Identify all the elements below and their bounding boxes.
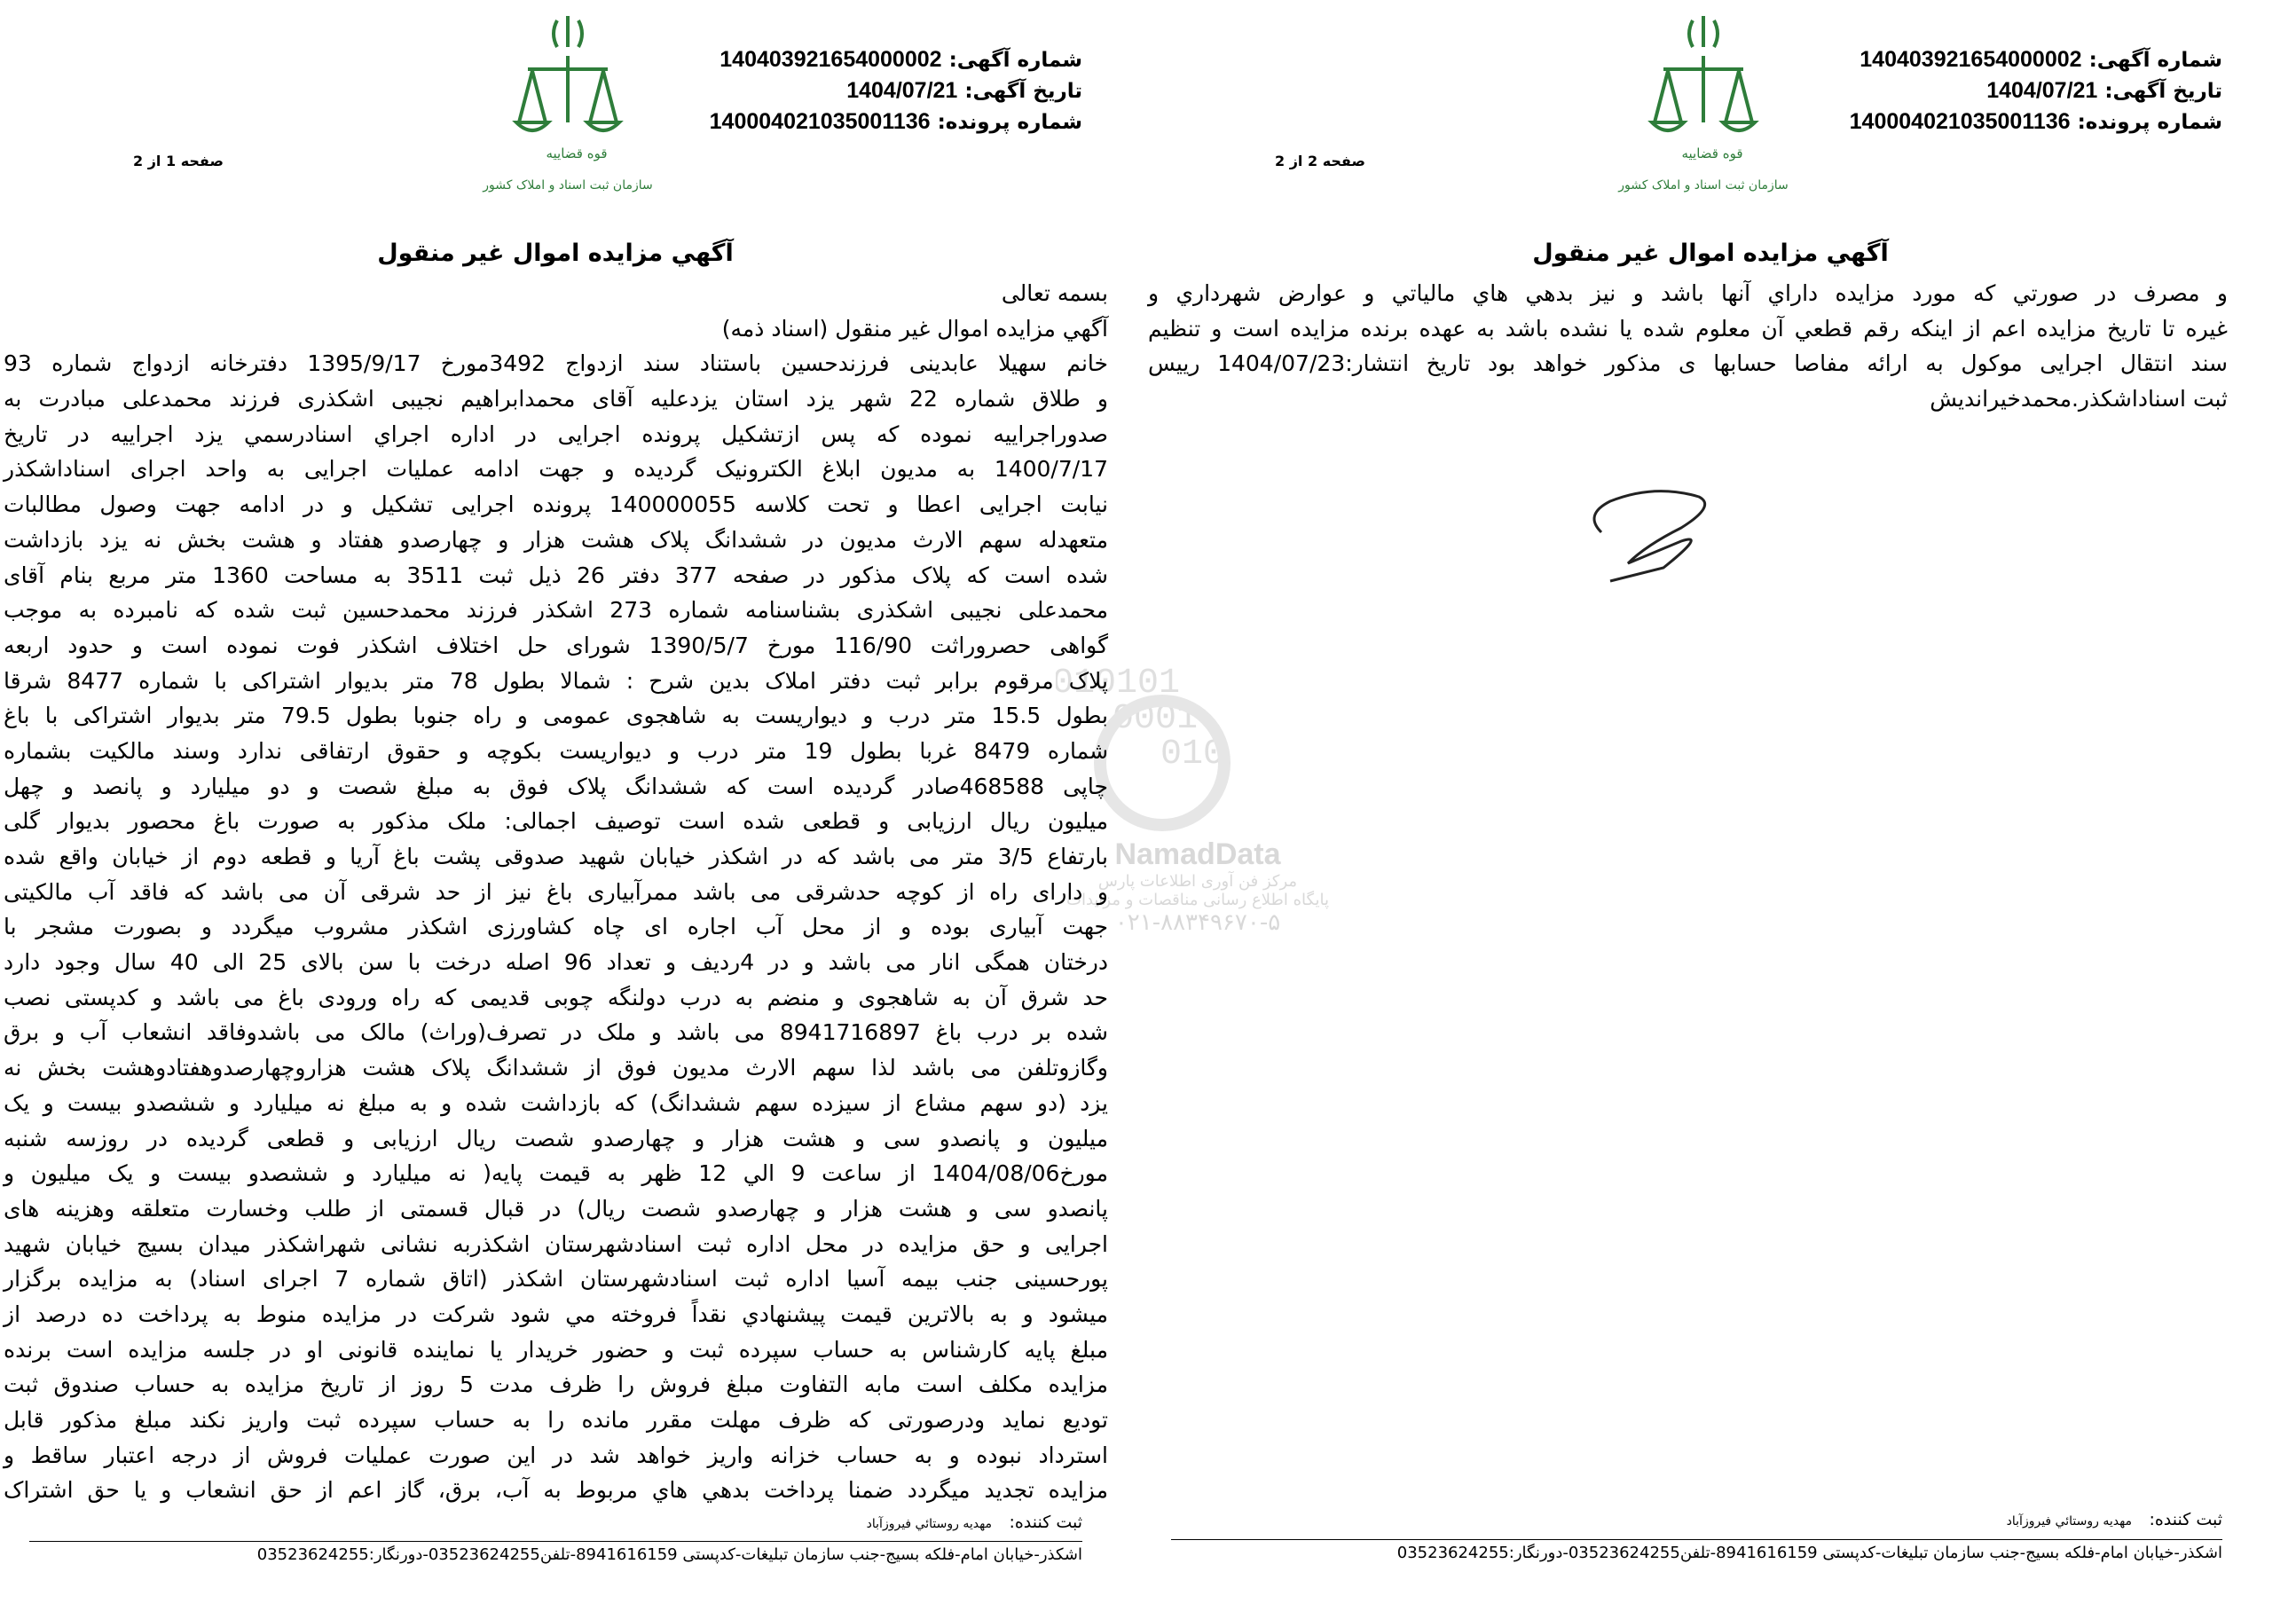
body-line: بارتفاع 3/5 متر می باشد که در اشکذر خیابان شهید صدوقی پشت باغ آریا و قطعه دوم از خیابان واقع شده — [4, 844, 1109, 869]
page2-registrar: ثبت کننده: مهدیه روستائي فیروزآباد — [2006, 1510, 2222, 1529]
registrar-name: مهدیه روستائي فیروزآباد — [866, 1517, 993, 1531]
body-line: حد شرق آن به شاهجوی و منضم به درب دولنگه چوبی قدیمی که راه ورودی باغ می باشد و کدپستی نصب — [4, 984, 1108, 1010]
svg-text:قوه قضاییه: قوه قضاییه — [1681, 145, 1743, 161]
body-line: یزد (دو سهم مشاع از سیزده سهم ششدانگ) که بازداشت شده و به مبلغ نه میلیارد و ششصدو بیست و یک — [4, 1089, 1108, 1116]
page1-header-info — [692, 44, 1082, 138]
case-number-row: شماره پرونده: 140004021035001136 — [709, 109, 1082, 134]
body-line: گواهی حصروراثت 116/90 مورخ 1390/5/7 شورای حل اختلاف اشکذر فوت نموده است و حدود اربعه — [4, 632, 1108, 658]
body-line: غيره تا تاريخ مزايده اعم از اينکه رقم قطعي آن معلوم شده يا نشده باشد به عهده برنده مزايده است و تنظيم — [1148, 315, 2228, 342]
body-line: درختان همگی انار می باشد و در 4ردیف و تعداد 96 اصله درخت با سن بالای 25 الی 40 سال وجود دارد — [4, 949, 1108, 976]
body-line: مورخ1404/08/06 از ساعت 9 الي 12 ظهر به قیمت پایه( نه میلیارد و ششصدو بیست و یک میلیون و — [4, 1160, 1108, 1187]
signature-icon — [1575, 479, 1717, 590]
page2-footer-divider — [1171, 1539, 2222, 1540]
page-number-label: صفحه 2 از 2 — [1275, 153, 1365, 169]
body-line: سند انتقال اجرایی موکول به ارائه مفاصا حسابها ی مذکور خواهد بود تاریخ انتشار:1404/07/23 رییس — [1148, 350, 2228, 377]
body-line: آگهي مزايده اموال غير منقول (اسناد ذمه) — [721, 315, 1108, 342]
body-line: چاپی 468588صادر گردیده است که ششدانگ پلاک فوق به مبلغ شصت و دو میلیارد و پانصد و چهل — [4, 773, 1108, 799]
page1-title: آگهي مزايده اموال غير منقول — [377, 240, 734, 267]
body-line: پورحسینی جنب بیمه آسیا اداره ثبت اسنادشهرستان اشکذر (اتاق شماره 7 اجرای اسناد) به مزایده برگزار — [4, 1266, 1108, 1293]
body-line: محمدعلی نجیبی اشکذری بشناسنامه شماره 273 اشکذر فرزند محمدحسین ثبت شده که نامبرده به موجب — [4, 597, 1108, 624]
ad-number-row: شماره آگهی: 140403921654000002 — [719, 47, 1082, 72]
scales-of-justice-icon — [1615, 7, 1792, 198]
svg-text:سازمان ثبت اسناد و املاک کشور: سازمان ثبت اسناد و املاک کشور — [1618, 178, 1789, 193]
body-line: و مصرف در صورتي که مورد مزايده داراي آنها باشد و نيز بدهي هاي مالياتي و عوارض شهرداري و — [1148, 280, 2228, 306]
ad-date-row: تاریخ آگهی: 1404/07/21 — [846, 78, 1082, 103]
body-line: خانم سهیلا عابدینی فرزندحسین باستناد سند ازدواج 3492مورخ 1395/9/17 دفترخانه ازدواج شماره 93 — [4, 350, 1108, 377]
watermark-line1: مرکز فن آوری اطلاعات پارس — [1097, 872, 1298, 891]
body-line: میلیون ریال ارزیابی و قطعی شده است توصیف اجمالی: ملک مذکور به صورت باغ محصور بدیوار گلی — [4, 808, 1108, 835]
body-line: میشود و به بالاترین قیمت پیشنهادي نقداً فروخته مي شود شرکت در مزایده منوط به پرداخت ده درصد از — [4, 1301, 1108, 1327]
body-line: جهت آبیاری بوده و از محل آب اجاره ای چاه کشاورزی اشکذر مشروب میگردد و بصورت مشجر با — [4, 914, 1108, 940]
body-line: متعهدله سهم الارث مدیون در ششدانگ پلاک هشت هزار و چهارصدو هفتاد و هشت بخش نه یزد بازداشت — [4, 526, 1108, 553]
ad-date: 1404/07/21 — [846, 78, 958, 103]
body-line: ثبت اسناداشکذر.محمدخیراندیش — [1930, 386, 2228, 413]
body-line: نیابت اجرایی اعطا و تحت کلاسه 140000055 پرونده اجرایی تشکیل و در ادامه جهت وصول مطالبات — [4, 491, 1108, 518]
body-line: اجرایی و حق مزایده در محل اداره ثبت اسنادشهرستان اشکذربه نشانی شهراشکذر میدان بسیج خیابان شهید — [4, 1230, 1108, 1257]
watermark-phone: ۰۲۱-۸۸۳۴۹۶۷۰-۵ — [1114, 909, 1281, 936]
svg-text:0001: 0001 — [1112, 699, 1198, 739]
judiciary-logo — [1615, 7, 1792, 198]
svg-text:010101: 010101 — [1056, 664, 1180, 703]
ad-number: 140403921654000002 — [719, 47, 942, 72]
body-line: میلیون و پانصدو سی و هشت هزار و چهارصدو شصت ریال ارزیابی و قطعی گردیده در روزسه شنبه — [4, 1125, 1108, 1151]
page2-address: اشکذر-خیابان امام-فلکه بسیج-جنب سازمان تبلیغات-کدپستی 8941616159-تلفن03523624255-دورنگار:03523624255 — [1396, 1544, 2222, 1562]
page1-registrar — [781, 1513, 1082, 1532]
signature — [1575, 479, 1717, 590]
judiciary-logo — [479, 7, 657, 198]
body-line: پلاک مرقوم برابر ثبت دفتر املاک بدین شرح : شمالا بطول 78 متر بدیوار اشتراکی با شماره 8477 شرقا — [4, 667, 1108, 694]
body-line: بطول 15.5 متر درب و دیواریست به شاهجوی عمومی و راه جنوبا بطول 79.5 متر بدیوار اشتراکی با باغ — [4, 703, 1109, 729]
body-line: مبلغ پایه کارشناس به حساب سپرده ثبت و حضور خریدار یا نماینده قانونی او در جلسه مزایده است برنده — [4, 1336, 1108, 1363]
body-line: صدوراجراییه نموده که پس ازتشکیل پرونده اجرایی در اداره اجراي اسنادرسمي یزد اجراییه در تاریخ — [4, 420, 1108, 447]
body-line: مزایده تجدید میگردد ضمنا پرداخت بدهي هاي مربوط به آب، برق، گاز اعم از حق انشعاب و یا حق اشتراک — [4, 1477, 1108, 1504]
body-line: وگازوتلفن می باشد لذا سهم الارث مدیون فوق از ششدانگ پلاک هشت هزاروچهارصدوهفتادوهشت بخش نه — [4, 1055, 1108, 1081]
body-line: 1400/7/17 به مدیون ابلاغ الکترونیک گردیده و جهت ادامه عملیات اجرایی به واحد اجرای اسناداشکذر — [4, 456, 1108, 483]
page1-body — [4, 276, 1108, 1508]
page2-body — [1148, 276, 2228, 417]
svg-text:010: 010 — [1160, 735, 1224, 774]
page2-header-info: شماره آگهی: 140403921654000002 تاریخ آگهی: 1404/07/21 شماره پرونده: 140004021035001136 — [1849, 47, 2222, 134]
logo-line1: قوه قضاییه — [546, 145, 608, 161]
watermark-brand: NamadData — [1114, 837, 1281, 871]
watermark-line2: پایگاه اطلاع رسانی مناقصات و مزایدات — [1066, 891, 1329, 909]
body-line: بسمه تعالی — [1001, 280, 1108, 306]
case-number: 140004021035001136 — [709, 109, 931, 134]
body-line: شده است که پلاک مذکور در صفحه 377 دفتر 26 ذیل ثبت 3511 به مساحت 1360 متر مربع بنام آقای — [4, 562, 1108, 588]
body-line: و طلاق شماره 22 شهر یزد استان یزدعلیه آقای محمدابراهیم نجیبی اشکذری فرزند محمدعلی مبادرت به — [4, 386, 1108, 413]
page1-address: اشکذر-خیابان امام-فلکه بسیج-جنب سازمان تبلیغات-کدپستی 8941616159-تلفن03523624255-دورنگار:03523624255 — [256, 1545, 1082, 1564]
body-line: مزایده مکلف است مابه التفاوت مبلغ فروش را ظرف مدت 5 روز از تاریخ مزایده به حساب صندوق ثبت — [4, 1371, 1108, 1398]
body-line: شده بر درب باغ 8941716897 می باشد و ملک در تصرف(وراث) مالک می باشدوفاقد انشعاب آب و برق — [4, 1019, 1108, 1046]
registrar-label: ثبت کننده: — [1009, 1513, 1082, 1532]
page1-footer-divider — [29, 1541, 1082, 1542]
page2-title: آگهي مزايده اموال غير منقول — [1532, 240, 1889, 267]
body-line: تودیع نماید ودرصورتی که ظرف مهلت مقرر مانده را به حساب سپرده ثبت واریز نکند مبلغ مذکور قابل — [4, 1407, 1108, 1433]
body-line: شماره 8479 غربا بطول 19 متر درب و دیواریست بکوچه و حقوق ارتفاقی ندارد وسند مالکیت بشماره — [4, 737, 1109, 764]
body-line: و دارای راه از کوچه حدشرقی می باشد ممرآبیاری باغ نیز از حد شرقی آن می باشد که فاقد آب مالکیتی — [4, 878, 1108, 905]
page-number-label: صفحه 1 از 2 — [133, 153, 224, 169]
logo-line2: سازمان ثبت اسناد و املاک کشور — [483, 178, 653, 193]
body-line: استرداد نبوده و به حساب خزانه واریز خواهد شد در این صورت عملیات فروش از درجه اعتبار ساقط و — [4, 1442, 1108, 1468]
body-line: پانصدو سی و هشت هزار و چهارصدو شصت ریال) در قبال قسمتی از طلب وخسارت متعلقه وهزینه های — [4, 1195, 1108, 1222]
scales-of-justice-icon — [479, 7, 657, 198]
